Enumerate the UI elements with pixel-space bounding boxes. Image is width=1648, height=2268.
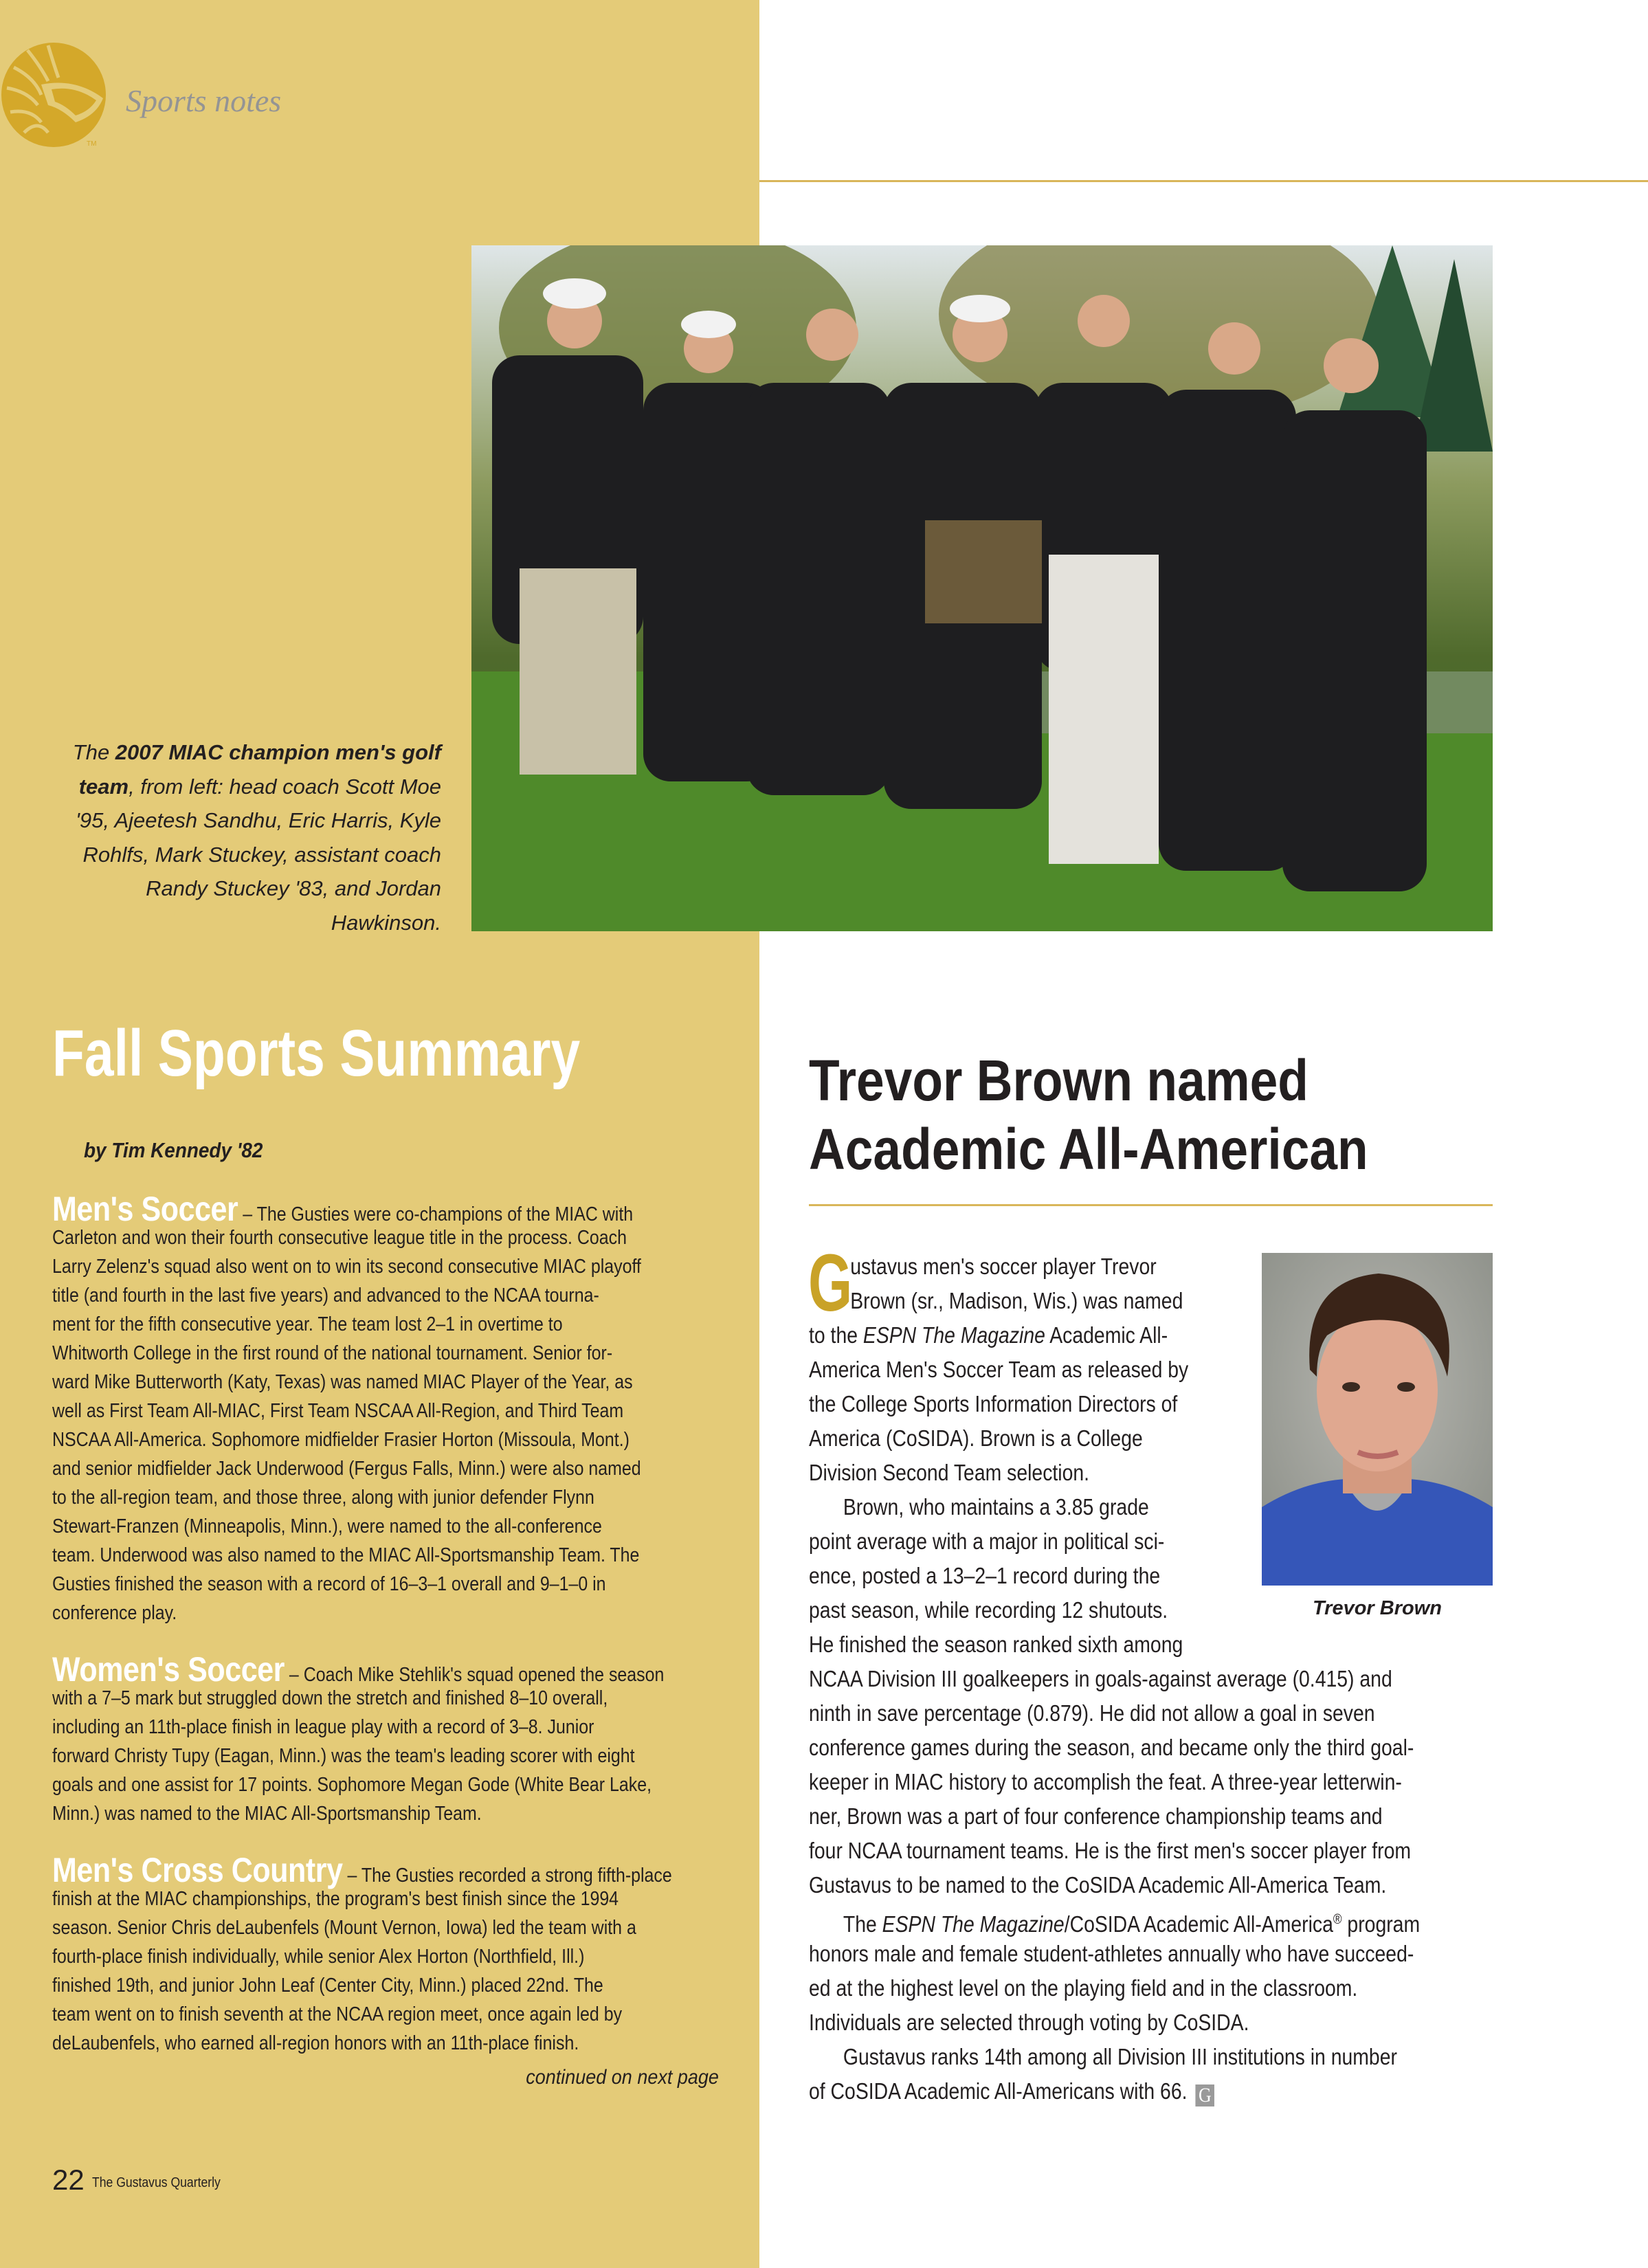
body-line xyxy=(52,1971,672,2000)
line-text: NCAA Division III goalkeepers in goals-against average (0.415) and xyxy=(809,1666,1392,1691)
caption-post: , from left: head coach Scott Moe xyxy=(129,774,441,799)
line-text: honors male and female student-athletes annually who have succeed- xyxy=(809,1941,1414,1966)
line-text: past season, while recording 12 shutouts. xyxy=(809,1597,1168,1623)
body-line xyxy=(809,1765,1420,1799)
registered-mark: ® xyxy=(1333,1912,1342,1927)
line-text: Gustavus to be named to the CoSIDA Academic All-America Team. xyxy=(809,1872,1387,1898)
line-text: the College Sports Information Directors of xyxy=(809,1391,1178,1416)
line-text: team. Underwood was also named to the MIAC All-Sportsmanship Team. The xyxy=(52,1544,640,1566)
caption-pre: Randy Stuckey '83, and Jordan xyxy=(146,876,441,901)
article-title-line: Trevor Brown named xyxy=(809,1048,1309,1113)
line-text: to the xyxy=(809,1322,863,1348)
body-line xyxy=(809,2074,1420,2109)
body-line xyxy=(52,1942,672,1971)
body-line xyxy=(809,1662,1420,1696)
section-label: Sports notes xyxy=(126,83,282,118)
caption-bold: 2007 MIAC champion men's golf xyxy=(115,740,441,764)
page-number: 22 xyxy=(52,2164,85,2196)
caption-line xyxy=(15,871,441,906)
line-text: well as First Team All-MIAC, First Team NSCAA All-Region, and Third Team xyxy=(52,1400,624,1422)
caption-line xyxy=(15,803,441,838)
body-line xyxy=(52,1223,672,1252)
article-title xyxy=(809,1046,1368,1183)
drop-cap: G xyxy=(808,1238,853,1328)
body-line xyxy=(52,1799,672,1828)
caption-line xyxy=(15,770,441,804)
line-text: Larry Zelenz's squad also went on to win its second consecutive MIAC playoff xyxy=(52,1256,641,1278)
line-text: Minn.) was named to the MIAC All-Sportsmanship Team. xyxy=(52,1803,482,1825)
line-text: title (and fourth in the last five years) and advanced to the NCAA tourna- xyxy=(52,1285,599,1307)
body-line xyxy=(809,1902,1420,1937)
line-text: deLaubenfels, who earned all-region honors with an 11th-place finish. xyxy=(52,2032,579,2054)
line-text: goals and one assist for 17 points. Sophomore Megan Gode (White Bear Lake, xyxy=(52,1774,652,1796)
caption-pre: Hawkinson. xyxy=(331,910,441,935)
sport-section xyxy=(52,1650,672,1828)
line-text: – Coach Mike Stehlik's squad opened the season xyxy=(284,1664,665,1686)
line-text: America (CoSIDA). Brown is a College xyxy=(809,1425,1143,1451)
line-text: – The Gusties recorded a strong fifth-place xyxy=(342,1865,672,1887)
body-line xyxy=(52,1454,672,1483)
line-text: and senior midfielder Jack Underwood (Fergus Falls, Minn.) were also named xyxy=(52,1458,641,1480)
golf-team-photo xyxy=(471,245,1493,931)
caption-pre: The xyxy=(72,740,115,764)
line-text: finish at the MIAC championships, the program's best finish since the 1994 xyxy=(52,1888,619,1910)
body-line xyxy=(52,1599,672,1627)
body-line xyxy=(52,1339,672,1368)
trademark-mark: TM xyxy=(87,140,97,148)
body-line xyxy=(52,1770,672,1799)
line-text: ence, posted a 13–2–1 record during the xyxy=(809,1563,1161,1588)
body-line xyxy=(52,1483,672,1512)
line-text: fourth-place finish individually, while senior Alex Horton (Northfield, Ill.) xyxy=(52,1946,585,1968)
line-text: ninth in save percentage (0.879). He did not allow a goal in seven xyxy=(809,1700,1375,1726)
line-text: Carleton and won their fourth consecutive league title in the process. Coach xyxy=(52,1227,627,1249)
line-text: Stewart-Franzen (Minneapolis, Minn.), were named to the all-conference xyxy=(52,1515,602,1537)
caption-pre: Rohlfs, Mark Stuckey, assistant coach xyxy=(82,842,441,867)
line-text: Gustavus ranks 14th among all Division III institutions in number xyxy=(843,2044,1397,2069)
fall-summary-title: Fall Sports Summary xyxy=(52,1016,581,1090)
line-text: Whitworth College in the first round of the national tournament. Senior for- xyxy=(52,1342,613,1364)
body-line xyxy=(809,1868,1420,1902)
body-line xyxy=(52,1190,672,1228)
body-line xyxy=(52,1368,672,1397)
body-line xyxy=(52,1650,672,1689)
header-rule xyxy=(759,180,1648,182)
line-text: He finished the season ranked sixth among xyxy=(809,1632,1183,1657)
line-text: point average with a major in political sci- xyxy=(809,1528,1165,1554)
line-text: – The Gusties were co-champions of the MIAC with xyxy=(238,1203,634,1225)
caption-bold: team xyxy=(78,774,129,799)
body-line xyxy=(809,2040,1420,2074)
line-text: ward Mike Butterworth (Katy, Texas) was named MIAC Player of the Year, as xyxy=(52,1371,633,1393)
sport-heading: Men's Cross Country xyxy=(52,1851,343,1889)
golf-photo-caption xyxy=(15,735,441,940)
line-text: Individuals are selected through voting by CoSIDA. xyxy=(809,2010,1249,2035)
body-line xyxy=(52,1684,672,1713)
body-line xyxy=(809,1696,1420,1731)
body-line xyxy=(52,1425,672,1454)
fall-summary-body xyxy=(52,1190,672,2085)
line-text: Division Second Team selection. xyxy=(809,1460,1090,1485)
line-text: program xyxy=(1341,1911,1421,1937)
body-line xyxy=(52,1885,672,1913)
sport-section xyxy=(52,1851,672,2058)
body-line xyxy=(52,1281,672,1310)
body-line xyxy=(809,1834,1420,1868)
line-text: NSCAA All-America. Sophomore midfielder Frasier Horton (Missoula, Mont.) xyxy=(52,1429,630,1451)
line-text: finished 19th, and junior John Leaf (Center City, Minn.) placed 22nd. The xyxy=(52,1975,603,1997)
magazine-name: ESPN The Magazine xyxy=(862,1322,1045,1348)
line-text: Academic All- xyxy=(1045,1322,1168,1348)
caption-line xyxy=(15,906,441,940)
line-text: of CoSIDA Academic All-Americans with 66. xyxy=(809,2078,1188,2104)
line-text: with a 7–5 mark but struggled down the stretch and finished 8–10 overall, xyxy=(52,1687,608,1709)
caption-pre: '95, Ajeetesh Sandhu, Eric Harris, Kyle xyxy=(75,808,441,833)
caption-line xyxy=(15,838,441,872)
byline: by Tim Kennedy '82 xyxy=(84,1138,263,1162)
body-line xyxy=(52,1541,672,1570)
article-title-rule xyxy=(809,1204,1493,1206)
line-text: ustavus men's soccer player Trevor xyxy=(850,1254,1157,1279)
line-text: ed at the highest level on the playing field and in the classroom. xyxy=(809,1975,1358,2001)
sport-heading: Men's Soccer xyxy=(52,1190,238,1228)
line-text: forward Christy Tupy (Eagan, Minn.) was the team's leading scorer with eight xyxy=(52,1745,635,1767)
line-text: season. Senior Chris deLaubenfels (Mount Vernon, Iowa) led the team with a xyxy=(52,1917,636,1939)
line-text: ment for the fifth consecutive year. The team lost 2–1 in overtime to xyxy=(52,1313,563,1335)
lion-head-logo xyxy=(0,40,110,150)
body-line xyxy=(52,1913,672,1942)
caption-line xyxy=(15,735,441,770)
sport-heading: Women's Soccer xyxy=(52,1650,285,1689)
continued-note: continued on next page xyxy=(526,2066,719,2089)
trevor-brown-portrait xyxy=(1262,1253,1493,1586)
line-text: Gusties finished the season with a record of 16–3–1 overall and 9–1–0 in xyxy=(52,1573,606,1595)
line-text: conference play. xyxy=(52,1602,177,1624)
magazine-name: ESPN The Magazine xyxy=(882,1911,1065,1937)
body-line xyxy=(809,2005,1420,2040)
body-line xyxy=(52,1851,672,1889)
line-text: ner, Brown was a part of four conference championship teams and xyxy=(809,1803,1383,1829)
body-line xyxy=(809,1971,1420,2005)
line-text: Brown, who maintains a 3.85 grade xyxy=(843,1494,1149,1520)
body-line xyxy=(809,1627,1420,1662)
line-text: four NCAA tournament teams. He is the first men's soccer player from xyxy=(809,1838,1412,1863)
body-line xyxy=(52,1310,672,1339)
body-line xyxy=(52,1252,672,1281)
body-line xyxy=(52,1713,672,1742)
body-line xyxy=(52,2029,672,2058)
line-text: to the all-region team, and those three, along with junior defender Flynn xyxy=(52,1487,594,1509)
body-line xyxy=(52,1512,672,1541)
body-line xyxy=(52,1742,672,1770)
line-text: America Men's Soccer Team as released by xyxy=(809,1357,1189,1382)
line-text: including an 11th-place finish in league play with a record of 3–8. Junior xyxy=(52,1716,594,1738)
line-text: conference games during the season, and became only the third goal- xyxy=(809,1735,1414,1760)
body-line xyxy=(809,1731,1420,1765)
body-line xyxy=(52,2000,672,2029)
publication-name: The Gustavus Quarterly xyxy=(92,2175,221,2190)
portrait-caption: Trevor Brown xyxy=(1312,1597,1442,1619)
article-title-line: Academic All-American xyxy=(809,1117,1368,1181)
end-mark-g-logo-icon: G xyxy=(1196,2084,1215,2106)
body-line xyxy=(809,1937,1420,1971)
line-text: team went on to finish seventh at the NCAA region meet, once again led by xyxy=(52,2003,623,2025)
sport-section xyxy=(52,1190,672,1627)
line-text: Brown (sr., Madison, Wis.) was named xyxy=(850,1288,1183,1313)
body-line xyxy=(52,1570,672,1599)
line-text: The xyxy=(843,1911,882,1937)
line-text: /CoSIDA Academic All-America xyxy=(1064,1911,1333,1937)
line-text: keeper in MIAC history to accomplish the feat. A three-year letterwin- xyxy=(809,1769,1402,1794)
body-line xyxy=(52,1397,672,1425)
body-line xyxy=(809,1799,1420,1834)
